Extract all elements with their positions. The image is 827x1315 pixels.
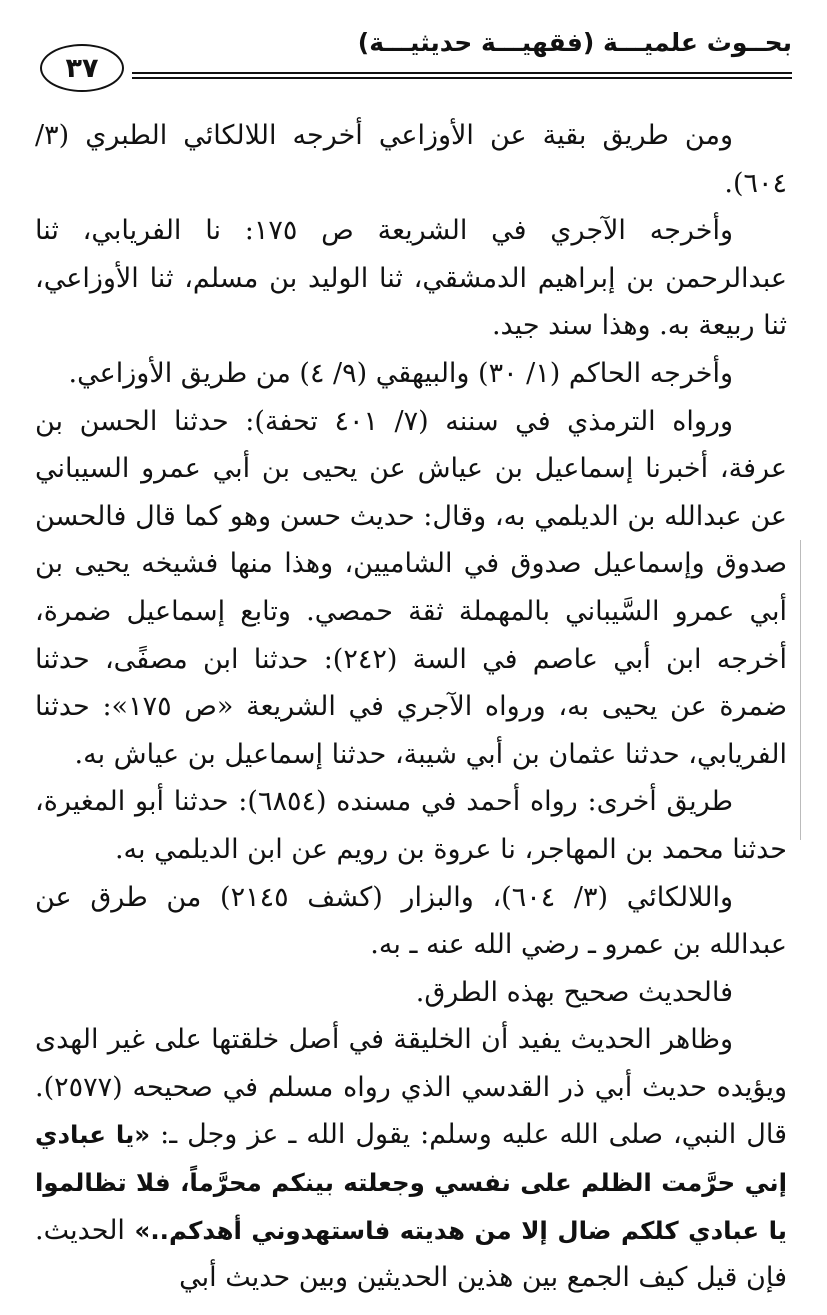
paragraph-5: طريق أخرى: رواه أحمد في مسنده (٦٨٥٤): حدثنا أبو المغيرة، حدثنا محمد بن المهاجر، نا عروة بن رويم عن ابن الديلمي به. [35, 786, 787, 865]
paragraph-8 [35, 1016, 787, 1302]
paragraph-6: واللالكائي (٣/ ٦٠٤)، والبزار (كشف ٢١٤٥) من طرق عن عبدالله بن عمرو ـ رضي الله عنه ـ به. [35, 881, 787, 961]
paragraph-8-intro: وظاهر الحديث يفيد أن الخليقة في أصل خلقتها على غير الهدى ويؤيده حديث أبي ذر القدسي الذي رواه مسلم في صحيحه (٢٥٧٧). قال النبي، صلى الله عليه وسلم: يقول الله ـ عز وجل ـ: [35, 1024, 787, 1151]
paragraph-7: فالحديث صحيح بهذه الطرق. [415, 976, 733, 1008]
paragraph-1: ومن طريق بقية عن الأوزاعي أخرجه اللالكائي الطبري (٣/ ٦٠٤). [35, 120, 787, 199]
page-header [40, 22, 792, 92]
paragraph-3: وأخرجه الحاكم (١/ ٣٠) والبيهقي (٩/ ٤) من طريق الأوزاعي. [68, 357, 733, 389]
page-body [35, 112, 787, 1302]
page-number: ٣٧ [40, 44, 124, 92]
paragraph-4: ورواه الترمذي في سننه (٧/ ٤٠١ تحفة): حدثنا الحسن بن عرفة، أخبرنا إسماعيل بن عياش عن يحيى بن أبي عمرو السيباني عن عبدالله بن الديلمي به، وقال: حديث حسن وهو كما قال فالحسن صدوق وإسماعيل صدوق في الشاميين، وهذا منها فشيخه يحيى بن أبي عمرو السَّيباني بالمهملة ثقة حمصي. وتابع إسماعيل ضمرة، أخرجه ابن أبي عاصم في السة (٢٤٢): حدثنا ابن مصفًى، حدثنا ضمرة عن يحيى به، ورواه الآجري في الشريعة «ص ١٧٥»: حدثنا الفريابي، حدثنا عثمان بن أبي شيبة، حدثنا إسماعيل بن عياش به. [35, 405, 787, 770]
paragraph-2: وأخرجه الآجري في الشريعة ص ١٧٥: نا الفريابي، ثنا عبدالرحمن بن إبراهيم الدمشقي، ثنا الوليد بن مسلم، ثنا الأوزاعي، ثنا ربيعة به. وهذا سند جيد. [35, 215, 787, 342]
margin-line [800, 540, 807, 840]
header-double-rule [132, 72, 792, 79]
paragraph-8-outro: الحديث. فإن قيل كيف الجمع بين هذين الحديثين وبين حديث أبي [35, 1214, 787, 1294]
hadith-quote: «يا عبادي إني حرَّمت الظلم على نفسي وجعلته بينكم محرَّماً، فلا تظالموا يا عبادي كلكم ضال إلا من هديته فاستهدوني أهدكم..» [35, 1120, 787, 1245]
running-title: بحــوث علميـــة (فقهيـــة حديثيـــة) [357, 28, 792, 57]
